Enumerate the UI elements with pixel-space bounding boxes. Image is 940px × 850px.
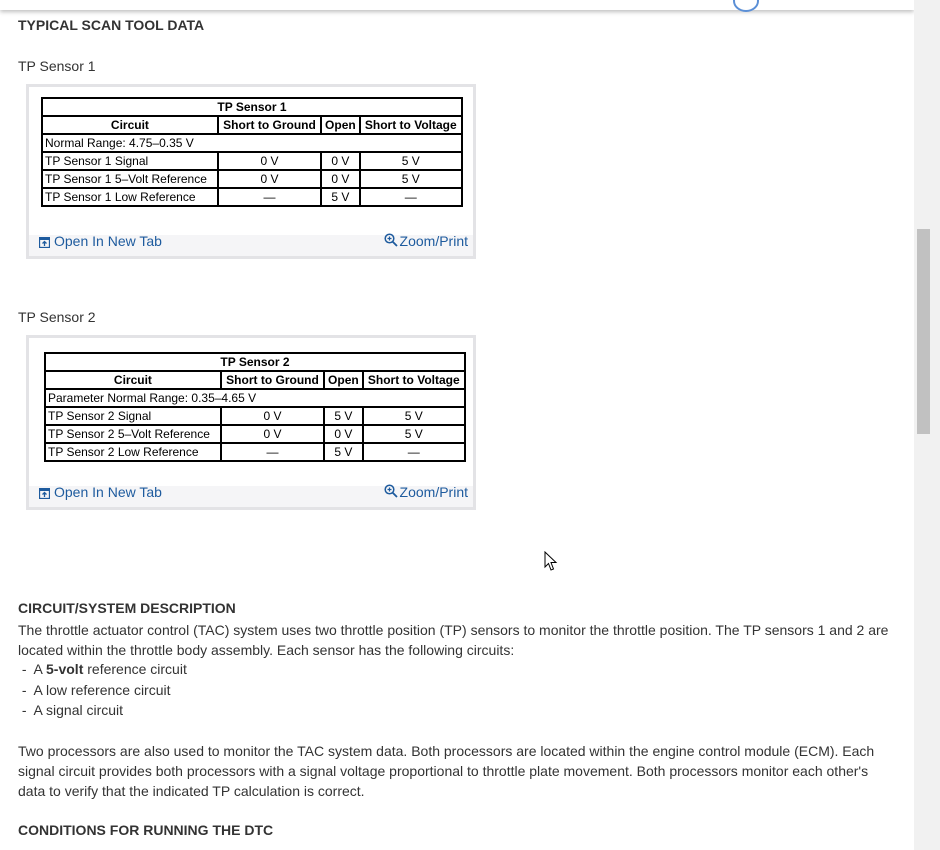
scan-data-table bbox=[44, 352, 466, 462]
column-header: Short to Voltage bbox=[360, 116, 462, 134]
zoom-icon bbox=[384, 233, 398, 247]
column-header: Circuit bbox=[45, 371, 221, 389]
open-new-tab-icon bbox=[39, 488, 50, 499]
table-cell: TP Sensor 1 Low Reference bbox=[42, 188, 218, 206]
open-in-new-tab-label: Open In New Tab bbox=[54, 484, 162, 500]
zoom-icon bbox=[384, 484, 398, 498]
section-heading-scan-tool-data: TYPICAL SCAN TOOL DATA bbox=[18, 17, 205, 33]
zoom-print-link[interactable] bbox=[384, 484, 468, 500]
description-paragraph-2: Two processors are also used to monitor the TAC system data. Both processors are located within the engine control module (ECM). Each signal circuit provides both processors with a signal voltage proportional to throttle plate movement. Both processors monitor each other's data to verify that the indicated TP calculation is correct. bbox=[18, 743, 875, 799]
table-cell: TP Sensor 2 5–Volt Reference bbox=[45, 425, 221, 443]
section-heading-circuit-description: CIRCUIT/SYSTEM DESCRIPTION bbox=[18, 600, 236, 616]
description-paragraph-1: The throttle actuator control (TAC) system uses two throttle position (TP) sensors to monitor the throttle position. The TP sensors 1 and 2 are located within the throttle body assembly. Each sensor has the following circuits: bbox=[18, 622, 889, 658]
open-new-tab-icon bbox=[39, 237, 50, 248]
scan-data-table bbox=[41, 97, 463, 207]
table-row bbox=[42, 152, 462, 170]
column-header: Circuit bbox=[42, 116, 218, 134]
list-item: - A signal circuit bbox=[18, 702, 124, 718]
table-cell: TP Sensor 1 5–Volt Reference bbox=[42, 170, 218, 188]
table-cell: 0 V bbox=[221, 407, 324, 425]
table-caption: TP Sensor 1 bbox=[42, 98, 462, 116]
figure-label-tp-sensor-1: TP Sensor 1 bbox=[18, 58, 96, 74]
table-cell: — bbox=[360, 188, 462, 206]
table-cell: TP Sensor 2 Low Reference bbox=[45, 443, 221, 461]
open-in-new-tab-label: Open In New Tab bbox=[54, 233, 162, 249]
table-cell: 5 V bbox=[363, 425, 465, 443]
open-in-new-tab-link[interactable] bbox=[39, 233, 162, 249]
table-cell: 0 V bbox=[321, 152, 359, 170]
column-header: Short to Ground bbox=[221, 371, 324, 389]
table-cell: 0 V bbox=[218, 152, 321, 170]
figure-image bbox=[29, 87, 473, 235]
table-cell: 0 V bbox=[218, 170, 321, 188]
table-caption: TP Sensor 2 bbox=[45, 353, 465, 371]
normal-range-row: Normal Range: 4.75–0.35 V bbox=[42, 134, 462, 152]
open-in-new-tab-link[interactable] bbox=[39, 484, 162, 500]
column-header: Short to Ground bbox=[218, 116, 321, 134]
table-cell: 0 V bbox=[324, 425, 362, 443]
figure-actions bbox=[29, 229, 473, 256]
list-item-text: reference circuit bbox=[83, 661, 187, 677]
column-header: Open bbox=[324, 371, 362, 389]
table-cell: TP Sensor 2 Signal bbox=[45, 407, 221, 425]
column-header: Short to Voltage bbox=[363, 371, 465, 389]
table-row bbox=[42, 188, 462, 206]
table-row bbox=[45, 407, 465, 425]
table-cell: 5 V bbox=[321, 188, 359, 206]
figure-actions bbox=[29, 480, 473, 507]
section-heading-conditions: CONDITIONS FOR RUNNING THE DTC bbox=[18, 822, 274, 838]
normal-range-row: Parameter Normal Range: 0.35–4.65 V bbox=[45, 389, 465, 407]
zoom-print-label: Zoom/Print bbox=[399, 233, 468, 249]
figure-tp-sensor-2 bbox=[26, 335, 476, 510]
table-cell: — bbox=[363, 443, 465, 461]
user-badge-icon[interactable] bbox=[733, 0, 759, 12]
table-cell: 0 V bbox=[221, 425, 324, 443]
table-cell: TP Sensor 1 Signal bbox=[42, 152, 218, 170]
table-cell: 0 V bbox=[321, 170, 359, 188]
table-row bbox=[45, 425, 465, 443]
list-item-bold: 5-volt bbox=[46, 661, 84, 677]
zoom-print-label: Zoom/Print bbox=[399, 484, 468, 500]
table-cell: 5 V bbox=[324, 443, 362, 461]
list-item bbox=[18, 661, 187, 677]
table-cell: 5 V bbox=[324, 407, 362, 425]
table-cell: 5 V bbox=[360, 170, 462, 188]
table-cell: — bbox=[218, 188, 321, 206]
zoom-print-link[interactable] bbox=[384, 233, 468, 249]
scrollbar-thumb[interactable] bbox=[917, 229, 930, 434]
list-item-text: - A bbox=[18, 661, 47, 677]
figure-label-tp-sensor-2: TP Sensor 2 bbox=[18, 309, 96, 325]
table-cell: 5 V bbox=[363, 407, 465, 425]
list-item: - A low reference circuit bbox=[18, 682, 171, 698]
table-row bbox=[45, 443, 465, 461]
figure-image bbox=[29, 338, 473, 486]
table-row bbox=[42, 170, 462, 188]
figure-tp-sensor-1 bbox=[26, 84, 476, 259]
top-toolbar bbox=[0, 0, 914, 10]
table-cell: 5 V bbox=[360, 152, 462, 170]
column-header: Open bbox=[321, 116, 359, 134]
table-cell: — bbox=[221, 443, 324, 461]
mouse-cursor-icon bbox=[544, 551, 558, 572]
